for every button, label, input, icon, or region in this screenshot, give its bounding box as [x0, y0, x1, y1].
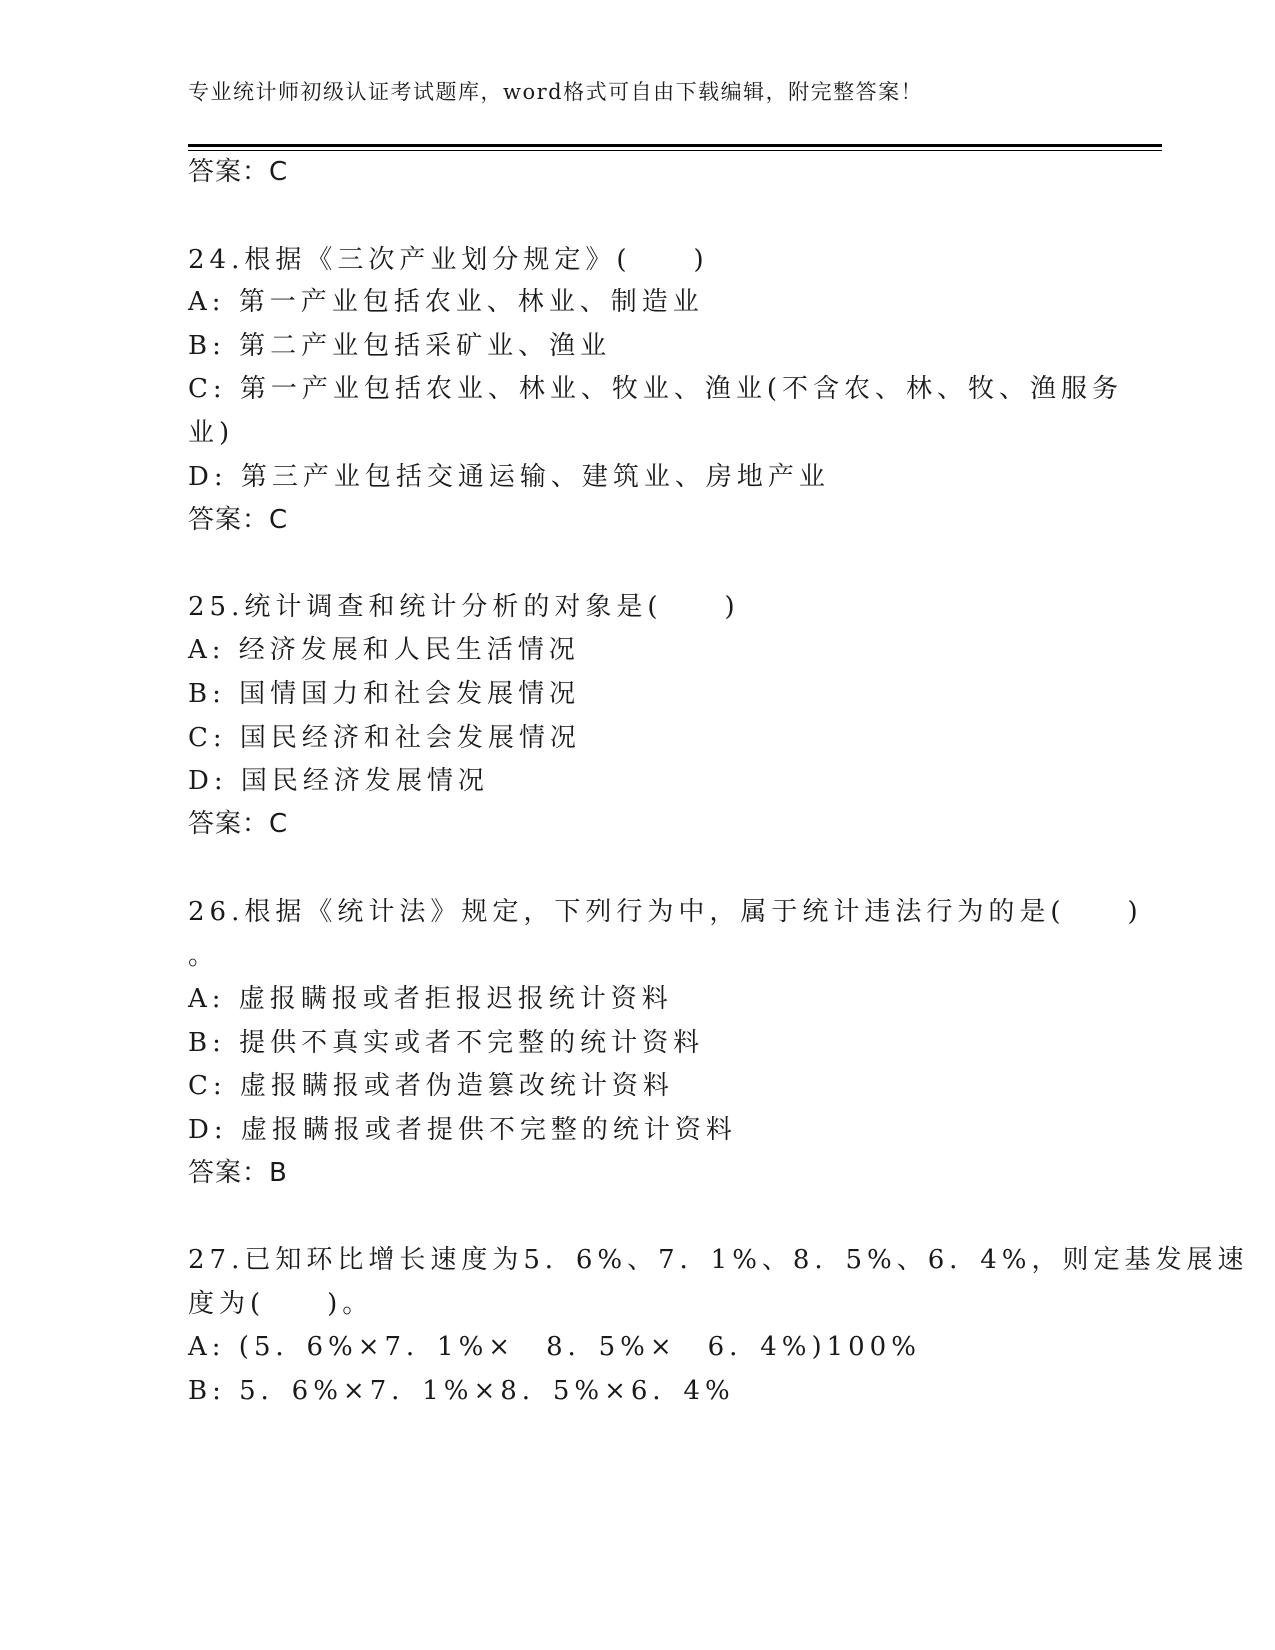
answer-line [188, 156, 288, 188]
question-27-text-continued: 度为( )。 [188, 1289, 374, 1319]
question-24-option-b: B: 第二产业包括采矿业、渔业 [188, 331, 612, 361]
question-26-option-c: C: 虚报瞒报或者伪造篡改统计资料 [188, 1071, 674, 1101]
question-25-option-a: A: 经济发展和人民生活情况 [188, 635, 580, 665]
question-27-text: 27.已知环比增长速度为5．6%、7．1%、8．5%、6．4%，则定基发展速 [188, 1245, 1249, 1275]
question-24-answer [188, 504, 288, 536]
question-26-text-continued: 。 [188, 941, 220, 971]
question-24-option-a: A: 第一产业包括农业、林业、制造业 [188, 287, 704, 317]
answer-value: C [269, 157, 289, 187]
question-26-option-a: A: 虚报瞒报或者拒报迟报统计资料 [188, 984, 673, 1014]
answer-label: 答案： [188, 505, 270, 535]
question-26-option-d: D: 虚报瞒报或者提供不完整的统计资料 [188, 1115, 737, 1145]
question-24-option-c-continued: 业) [188, 418, 235, 448]
question-26-text: 26.根据《统计法》规定，下列行为中，属于统计违法行为的是( ) [188, 897, 1143, 927]
header-rule-thin [188, 150, 1162, 151]
answer-label: 答案： [188, 157, 270, 187]
question-25-option-b: B: 国情国力和社会发展情况 [188, 679, 581, 709]
answer-label: 答案： [188, 1158, 270, 1188]
question-25-option-d: D: 国民经济发展情况 [188, 766, 489, 796]
question-24-option-d: D: 第三产业包括交通运输、建筑业、房地产业 [188, 462, 830, 492]
question-27-option-a: A: (5．6%×7．1%× 8．5%× 6．4%)100% [188, 1332, 921, 1362]
question-24-option-c: C: 第一产业包括农业、林业、牧业、渔业(不含农、林、牧、渔服务 [188, 374, 1124, 404]
question-24-text: 24.根据《三次产业划分规定》( ) [188, 245, 709, 275]
question-25-text: 25.统计调查和统计分析的对象是( ) [188, 592, 740, 622]
question-26-option-b: B: 提供不真实或者不完整的统计资料 [188, 1028, 705, 1058]
question-26-answer [188, 1157, 288, 1189]
question-25-option-c: C: 国民经济和社会发展情况 [188, 723, 581, 753]
question-27-option-b: B: 5．6%×7．1%×8．5%×6．4% [188, 1376, 735, 1406]
header-rule-thick [188, 144, 1162, 147]
question-25-answer [188, 808, 288, 840]
answer-label: 答案： [188, 809, 270, 839]
page-header: 专业统计师初级认证考试题库，word格式可自由下载编辑，附完整答案！ [188, 80, 924, 104]
answer-value: C [269, 809, 289, 839]
answer-value: C [269, 505, 289, 535]
answer-value: B [269, 1158, 288, 1188]
